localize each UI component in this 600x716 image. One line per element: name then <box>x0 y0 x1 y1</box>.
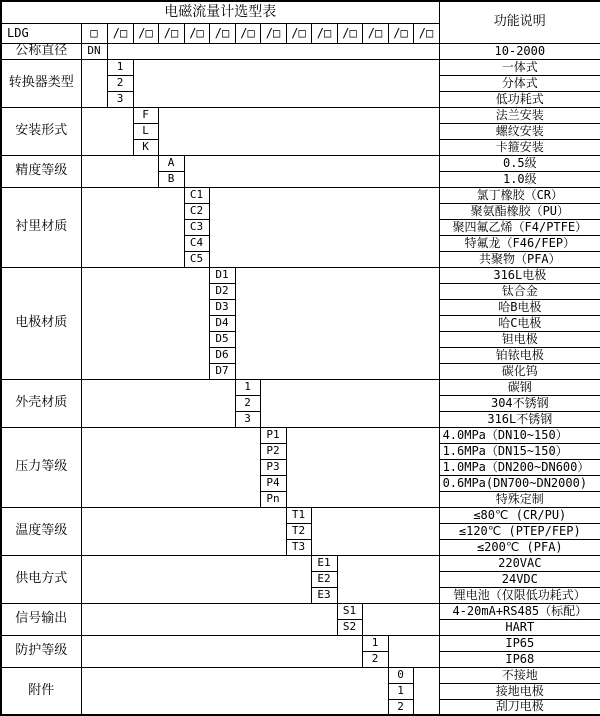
option-row <box>1 43 600 59</box>
spacer-cell <box>158 107 439 155</box>
option-code: DN <box>81 43 107 59</box>
option-row <box>1 107 600 123</box>
option-code: D6 <box>209 347 235 363</box>
option-desc: 刮刀电极 <box>439 699 600 715</box>
spacer-cell <box>81 267 209 379</box>
option-desc: 铂铱电极 <box>439 347 600 363</box>
model-code-slot: /□ <box>133 23 158 43</box>
section-label: 供电方式 <box>1 555 81 603</box>
option-code: D7 <box>209 363 235 379</box>
option-row <box>1 555 600 571</box>
option-code: Pn <box>260 491 286 507</box>
option-desc: 24VDC <box>439 571 600 587</box>
option-desc: 4-20mA+RS485（标配） <box>439 603 600 619</box>
spacer-cell <box>81 635 362 667</box>
option-desc: 特殊定制 <box>439 491 600 507</box>
option-code: P4 <box>260 475 286 491</box>
spacer-cell <box>81 379 235 427</box>
option-code: D2 <box>209 283 235 299</box>
option-code: P1 <box>260 427 286 443</box>
function-column-header: 功能说明 <box>439 1 600 43</box>
option-desc: 316L电极 <box>439 267 600 283</box>
spacer-cell <box>81 187 184 267</box>
option-code: D5 <box>209 331 235 347</box>
model-code-slot: /□ <box>184 23 209 43</box>
model-code-slot: /□ <box>209 23 235 43</box>
option-code: T3 <box>286 539 311 555</box>
option-desc: 共聚物（PFA） <box>439 251 600 267</box>
section-label: 电极材质 <box>1 267 81 379</box>
spacer-cell <box>81 107 133 155</box>
option-desc: ≤80℃ (CR/PU) <box>439 507 600 523</box>
option-row <box>1 155 600 171</box>
option-code: T2 <box>286 523 311 539</box>
option-desc: 卡箍安装 <box>439 139 600 155</box>
option-desc: 氯丁橡胶（CR） <box>439 187 600 203</box>
section-label: 压力等级 <box>1 427 81 507</box>
option-desc: 一体式 <box>439 59 600 75</box>
section-label: 外壳材质 <box>1 379 81 427</box>
option-code: 1 <box>107 59 133 75</box>
model-code-slot: /□ <box>311 23 337 43</box>
spacer-cell <box>81 603 337 635</box>
option-desc: ≤120℃ (PTEP/FEP) <box>439 523 600 539</box>
option-code: D3 <box>209 299 235 315</box>
spacer-cell <box>337 555 439 603</box>
model-code-slot: /□ <box>362 23 388 43</box>
option-code: C2 <box>184 203 209 219</box>
spacer-cell <box>209 187 439 267</box>
option-row <box>1 507 600 523</box>
option-code: 2 <box>107 75 133 91</box>
spacer-cell <box>81 555 311 603</box>
spacer-cell <box>184 155 439 187</box>
model-code-slot: /□ <box>413 23 439 43</box>
section-label: 温度等级 <box>1 507 81 555</box>
spacer-cell <box>311 507 439 555</box>
option-desc: 10-2000 <box>439 43 600 59</box>
option-desc: 法兰安装 <box>439 107 600 123</box>
option-code: 3 <box>235 411 260 427</box>
option-row <box>1 187 600 203</box>
option-code: 2 <box>362 651 388 667</box>
option-code: E2 <box>311 571 337 587</box>
model-code-slot: /□ <box>388 23 413 43</box>
option-code: F <box>133 107 158 123</box>
option-desc: 4.0MPa（DN10~150） <box>439 427 600 443</box>
option-code: C3 <box>184 219 209 235</box>
option-code: 2 <box>235 395 260 411</box>
option-desc: 特氟龙（F46/FEP） <box>439 235 600 251</box>
option-row <box>1 379 600 395</box>
option-desc: 低功耗式 <box>439 91 600 107</box>
option-desc: 碳钢 <box>439 379 600 395</box>
option-desc: 分体式 <box>439 75 600 91</box>
option-code: 0 <box>388 667 413 683</box>
model-code-slot: /□ <box>286 23 311 43</box>
option-code: A <box>158 155 184 171</box>
section-label: 衬里材质 <box>1 187 81 267</box>
section-label: 信号输出 <box>1 603 81 635</box>
option-desc: 0.6MPa(DN700~DN2000) <box>439 475 600 491</box>
spacer-cell <box>388 635 439 667</box>
model-code-slot: /□ <box>337 23 362 43</box>
option-row <box>1 603 600 619</box>
option-row <box>1 667 600 683</box>
option-code: 1 <box>388 683 413 699</box>
table-title: 电磁流量计选型表 <box>1 1 439 23</box>
spacer-cell <box>286 427 439 507</box>
option-desc: 哈B电极 <box>439 299 600 315</box>
spacer-cell <box>81 59 107 107</box>
option-code: T1 <box>286 507 311 523</box>
option-code: K <box>133 139 158 155</box>
option-row <box>1 427 600 443</box>
option-code: D1 <box>209 267 235 283</box>
model-code-slot: /□ <box>260 23 286 43</box>
option-code: 1 <box>362 635 388 651</box>
option-desc: 聚四氟乙烯（F4/PTFE） <box>439 219 600 235</box>
spacer-cell <box>81 427 260 507</box>
spacer-cell <box>235 267 439 379</box>
option-desc: 聚氨酯橡胶（PU） <box>439 203 600 219</box>
spacer-cell <box>107 43 439 59</box>
option-desc: IP65 <box>439 635 600 651</box>
option-code: C1 <box>184 187 209 203</box>
option-code: D4 <box>209 315 235 331</box>
option-desc: 不接地 <box>439 667 600 683</box>
option-desc: 0.5级 <box>439 155 600 171</box>
model-code-slot: /□ <box>107 23 133 43</box>
option-code: E1 <box>311 555 337 571</box>
section-label: 转换器类型 <box>1 59 81 107</box>
title-row <box>1 1 600 23</box>
spacer-cell <box>81 667 388 715</box>
option-desc: 碳化钨 <box>439 363 600 379</box>
option-desc: IP68 <box>439 651 600 667</box>
option-row <box>1 635 600 651</box>
section-label: 附件 <box>1 667 81 715</box>
spacer-cell <box>413 667 439 715</box>
section-label: 安装形式 <box>1 107 81 155</box>
option-code: E3 <box>311 587 337 603</box>
spacer-cell <box>81 507 286 555</box>
option-desc: ≤200℃ (PFA) <box>439 539 600 555</box>
option-desc: 接地电极 <box>439 683 600 699</box>
option-code: 1 <box>235 379 260 395</box>
option-code: B <box>158 171 184 187</box>
section-label: 精度等级 <box>1 155 81 187</box>
model-first-box: □ <box>81 23 107 43</box>
option-desc: 304不锈钢 <box>439 395 600 411</box>
model-prefix: LDG <box>1 23 81 43</box>
section-label: 公称直径 <box>1 43 81 59</box>
option-desc: 316L不锈钢 <box>439 411 600 427</box>
option-desc: 1.6MPa（DN15~150） <box>439 443 600 459</box>
spacer-cell <box>133 59 439 107</box>
option-desc: 哈C电极 <box>439 315 600 331</box>
spacer-cell <box>81 155 158 187</box>
option-code: P3 <box>260 459 286 475</box>
option-desc: 220VAC <box>439 555 600 571</box>
section-label: 防护等级 <box>1 635 81 667</box>
option-desc: 1.0MPa（DN200~DN600） <box>439 459 600 475</box>
option-desc: 1.0级 <box>439 171 600 187</box>
model-code-slot: /□ <box>235 23 260 43</box>
option-code: S2 <box>337 619 362 635</box>
spacer-cell <box>260 379 439 427</box>
option-desc: 螺纹安装 <box>439 123 600 139</box>
option-desc: 钽电极 <box>439 331 600 347</box>
option-desc: HART <box>439 619 600 635</box>
option-code: C5 <box>184 251 209 267</box>
option-code: L <box>133 123 158 139</box>
option-code: P2 <box>260 443 286 459</box>
spacer-cell <box>362 603 439 635</box>
model-code-slot: /□ <box>158 23 184 43</box>
option-code: 2 <box>388 699 413 715</box>
option-code: 3 <box>107 91 133 107</box>
option-code: S1 <box>337 603 362 619</box>
option-desc: 钛合金 <box>439 283 600 299</box>
option-code: C4 <box>184 235 209 251</box>
option-desc: 锂电池（仅限低功耗式） <box>439 587 600 603</box>
option-row <box>1 267 600 283</box>
option-row <box>1 59 600 75</box>
